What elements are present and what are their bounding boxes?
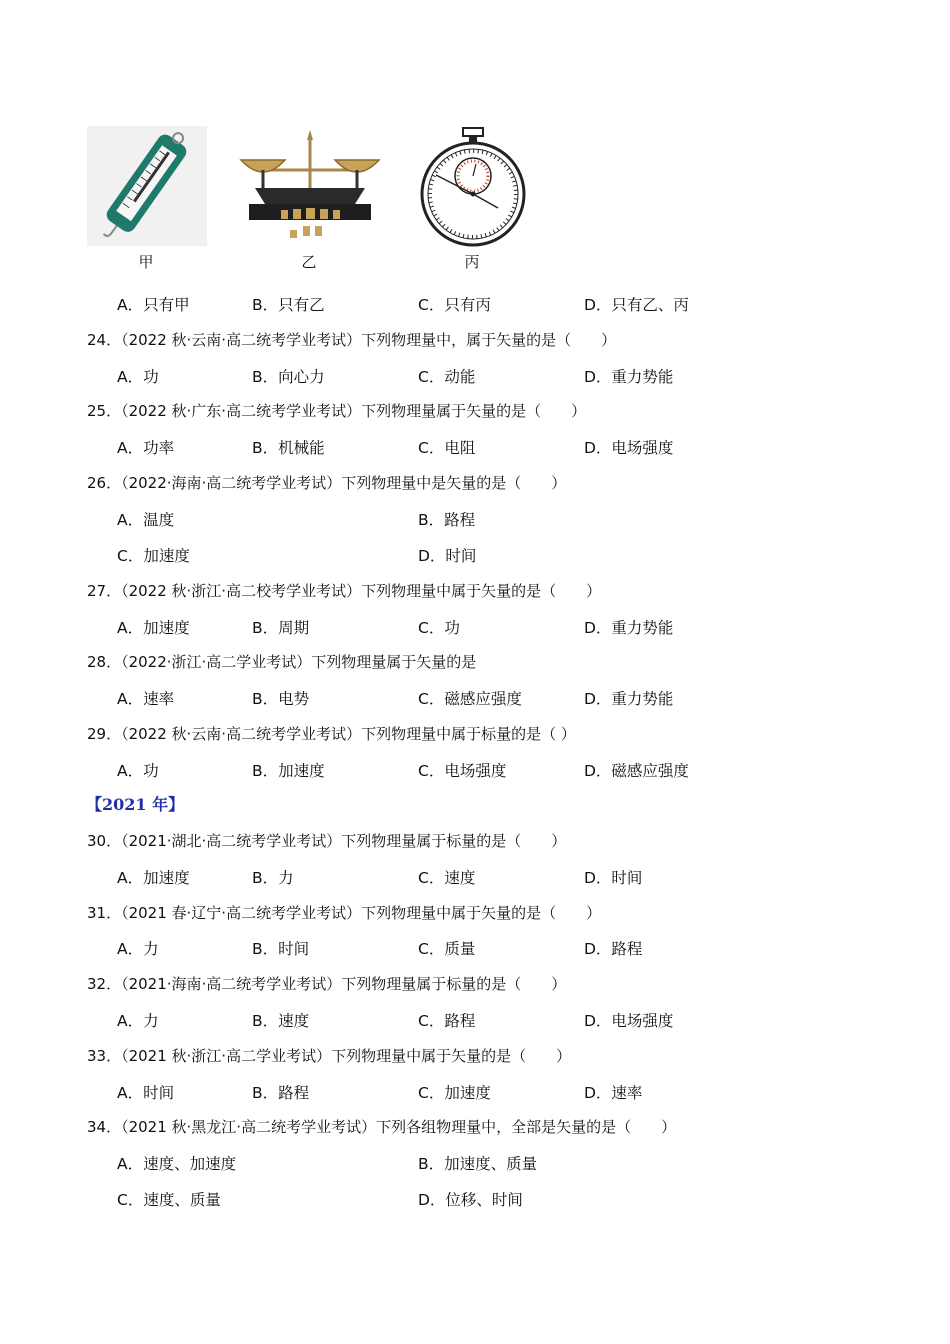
- q32-option-b: B．速度: [252, 1012, 310, 1030]
- q26-option-a: A．温度: [117, 511, 175, 529]
- q33-option-d: D．速率: [584, 1084, 643, 1102]
- q31-option-b: B．时间: [252, 940, 310, 958]
- question-24: 24．（2022 秋·云南·高二统考学业考试）下列物理量中，属于矢量的是（ ）: [87, 331, 617, 349]
- q27-option-d: D．重力势能: [584, 619, 674, 637]
- q23-option-a: A．只有甲: [117, 296, 190, 314]
- q32-option-d: D．电场强度: [584, 1012, 674, 1030]
- q24-option-d: D．重力势能: [584, 368, 674, 386]
- q29-option-b: B．加速度: [252, 762, 325, 780]
- q27-option-b: B．周期: [252, 619, 310, 637]
- q23-option-d: D．只有乙、丙: [584, 296, 689, 314]
- q31-option-c: C．质量: [418, 940, 476, 958]
- q30-option-a: A．加速度: [117, 869, 190, 887]
- stopwatch-image: [418, 126, 528, 251]
- q31-option-d: D．路程: [584, 940, 643, 958]
- balance-scale-image: [235, 126, 385, 246]
- q28-option-d: D．重力势能: [584, 690, 674, 708]
- q28-option-c: C．磁感应强度: [418, 690, 522, 708]
- q24-option-c: C．动能: [418, 368, 476, 386]
- q29-option-a: A．功: [117, 762, 159, 780]
- q32-option-a: A．力: [117, 1012, 159, 1030]
- q26-option-b: B．路程: [418, 511, 476, 529]
- question-31: 31．（2021 春·辽宁·高二统考学业考试）下列物理量中属于矢量的是（ ）: [87, 904, 602, 922]
- q34-option-d: D．位移、时间: [418, 1191, 523, 1209]
- q32-option-c: C．路程: [418, 1012, 476, 1030]
- q26-option-c: C．加速度: [117, 547, 190, 565]
- q25-option-d: D．电场强度: [584, 439, 674, 457]
- q28-option-b: B．电势: [252, 690, 310, 708]
- q27-option-c: C．功: [418, 619, 460, 637]
- question-30: 30．（2021·湖北·高二统考学业考试）下列物理量属于标量的是（ ）: [87, 832, 567, 850]
- q31-option-a: A．力: [117, 940, 159, 958]
- q26-option-d: D．时间: [418, 547, 477, 565]
- q34-option-c: C．速度、质量: [117, 1191, 221, 1209]
- q28-option-a: A．速率: [117, 690, 175, 708]
- question-25: 25．（2022 秋·广东·高二统考学业考试）下列物理量属于矢量的是（ ）: [87, 402, 587, 420]
- q33-option-a: A．时间: [117, 1084, 175, 1102]
- q29-option-c: C．电场强度: [418, 762, 507, 780]
- q24-option-a: A．功: [117, 368, 159, 386]
- spring-scale-image: [87, 126, 207, 246]
- question-32: 32．（2021·海南·高二统考学业考试）下列物理量属于标量的是（ ）: [87, 975, 567, 993]
- q25-option-c: C．电阻: [418, 439, 476, 457]
- q30-option-b: B．力: [252, 869, 294, 887]
- figure-caption-yi: 乙: [301, 253, 317, 271]
- q34-option-b: B．加速度、质量: [418, 1155, 538, 1173]
- question-27: 27．（2022 秋·浙江·高二校考学业考试）下列物理量中属于矢量的是（ ）: [87, 582, 602, 600]
- q30-option-c: C．速度: [418, 869, 476, 887]
- question-28: 28．（2022·浙江·高二学业考试）下列物理量属于矢量的是: [87, 653, 477, 671]
- question-26: 26．（2022·海南·高二统考学业考试）下列物理量中是矢量的是（ ）: [87, 474, 567, 492]
- figure-caption-bing: 丙: [464, 253, 480, 271]
- q33-option-c: C．加速度: [418, 1084, 491, 1102]
- figure-caption-jia: 甲: [138, 253, 154, 271]
- q24-option-b: B．向心力: [252, 368, 325, 386]
- year-heading: 【2021 年】: [86, 795, 185, 814]
- q29-option-d: D．磁感应强度: [584, 762, 689, 780]
- q25-option-b: B．机械能: [252, 439, 325, 457]
- q30-option-d: D．时间: [584, 869, 643, 887]
- q34-option-a: A．速度、加速度: [117, 1155, 237, 1173]
- q27-option-a: A．加速度: [117, 619, 190, 637]
- q33-option-b: B．路程: [252, 1084, 310, 1102]
- q23-option-c: C．只有丙: [418, 296, 491, 314]
- question-34: 34．（2021 秋·黑龙江·高二统考学业考试）下列各组物理量中，全部是矢量的是（ ）: [87, 1118, 677, 1136]
- q25-option-a: A．功率: [117, 439, 175, 457]
- question-29: 29．（2022 秋·云南·高二统考学业考试）下列物理量中属于标量的是（ ）: [87, 725, 576, 743]
- question-33: 33．（2021 秋·浙江·高二学业考试）下列物理量中属于矢量的是（ ）: [87, 1047, 572, 1065]
- q23-option-b: B．只有乙: [252, 296, 325, 314]
